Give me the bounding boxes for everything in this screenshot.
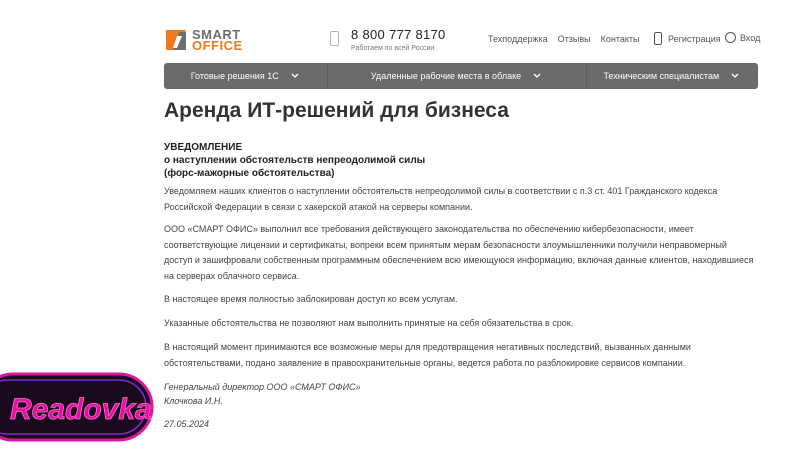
chevron-down-icon (531, 70, 543, 82)
signature-title: Генеральный директор ООО «СМАРТ ОФИС» (164, 382, 361, 392)
link-reviews[interactable]: Отзывы (557, 34, 591, 44)
notice-paragraph: В настоящий момент принимаются все возможные меры для предотвращения негативных последствий, вызванных данными обстоятельствами, подано заявление в правоохранительные органы, ведется работа по разблокировке сервисов компании. (164, 342, 691, 368)
notice-paragraph: Уведомляем наших клиентов о наступлении обстоятельств непреодолимой силы в соответствии с п.3 ст. 401 Гражданского кодекса Российской Федерации в связи с хакерской атакой на серверы компании. (164, 186, 718, 212)
logo-text-smart: SMART (192, 27, 241, 42)
phone-block (351, 27, 446, 52)
login-button[interactable] (725, 32, 760, 43)
nav-item-cloud-workplaces[interactable] (328, 63, 585, 89)
smart-office-logo-icon (164, 28, 188, 52)
phone-caption: Работаем по всей России (351, 45, 435, 52)
notice-date: 27.05.2024 (164, 419, 210, 429)
notice-paragraph: В настоящее время полностью заблокирован доступ ко всем услугам. (164, 294, 458, 304)
link-contacts[interactable]: Контакты (600, 34, 640, 44)
phone-number[interactable]: 8 800 777 8170 (351, 27, 446, 42)
register-button[interactable] (654, 32, 721, 45)
user-icon (725, 32, 736, 43)
nav-item-label: Готовые решения 1С (190, 71, 279, 81)
page-title: Аренда ИТ-решений для бизнеса (164, 99, 509, 122)
chevron-down-icon (729, 70, 741, 82)
main-nav (164, 63, 758, 89)
notice-paragraph: ООО «СМАРТ ОФИС» выполнил все требования действующего законодательства по обеспечению кибербезопасности, имеет соответствующие лицензии и сертификаты, вопреки всем принятым мерам безопасности злоумышленники получили неправомерный доступ и зашифровали собственным программным обеспечением всю имеющуюся информацию, включая данные клиентов, находившиеся на серверах облачного сервиса. (164, 224, 754, 281)
signature-name: Клочкова И.Н. (164, 396, 223, 406)
logo-text-office: OFFICE (192, 38, 243, 53)
phone-icon (330, 31, 339, 46)
readovka-watermark-logo (0, 372, 158, 442)
chevron-down-icon (289, 70, 301, 82)
watermark-text: Readovka (10, 393, 152, 426)
nav-item-label: Удаленные рабочие места в облаке (370, 71, 522, 81)
nav-item-tech-specialists[interactable] (587, 63, 758, 89)
notice-paragraph: Указанные обстоятельства не позволяют нам выполнить принятые на себя обязательства в срок. (164, 318, 574, 328)
notice-subtitle: о наступлении обстоятельств непреодолимой силы (164, 155, 426, 166)
nav-item-label: Техническим специалистам (603, 71, 720, 81)
notice-subtitle-2: (форс-мажорные обстоятельства) (164, 168, 335, 179)
site-logo[interactable] (164, 25, 264, 55)
login-label: Вход (740, 32, 761, 43)
link-support[interactable]: Техподдержка (488, 34, 548, 44)
top-links (488, 34, 640, 44)
site-header (164, 22, 760, 58)
register-label: Регистрация (668, 33, 721, 44)
notice-title: УВЕДОМЛЕНИЕ (164, 142, 243, 153)
signature (164, 380, 361, 408)
nav-item-1c-solutions[interactable] (164, 63, 327, 89)
mobile-icon (654, 32, 662, 45)
notice-heading (164, 141, 425, 180)
